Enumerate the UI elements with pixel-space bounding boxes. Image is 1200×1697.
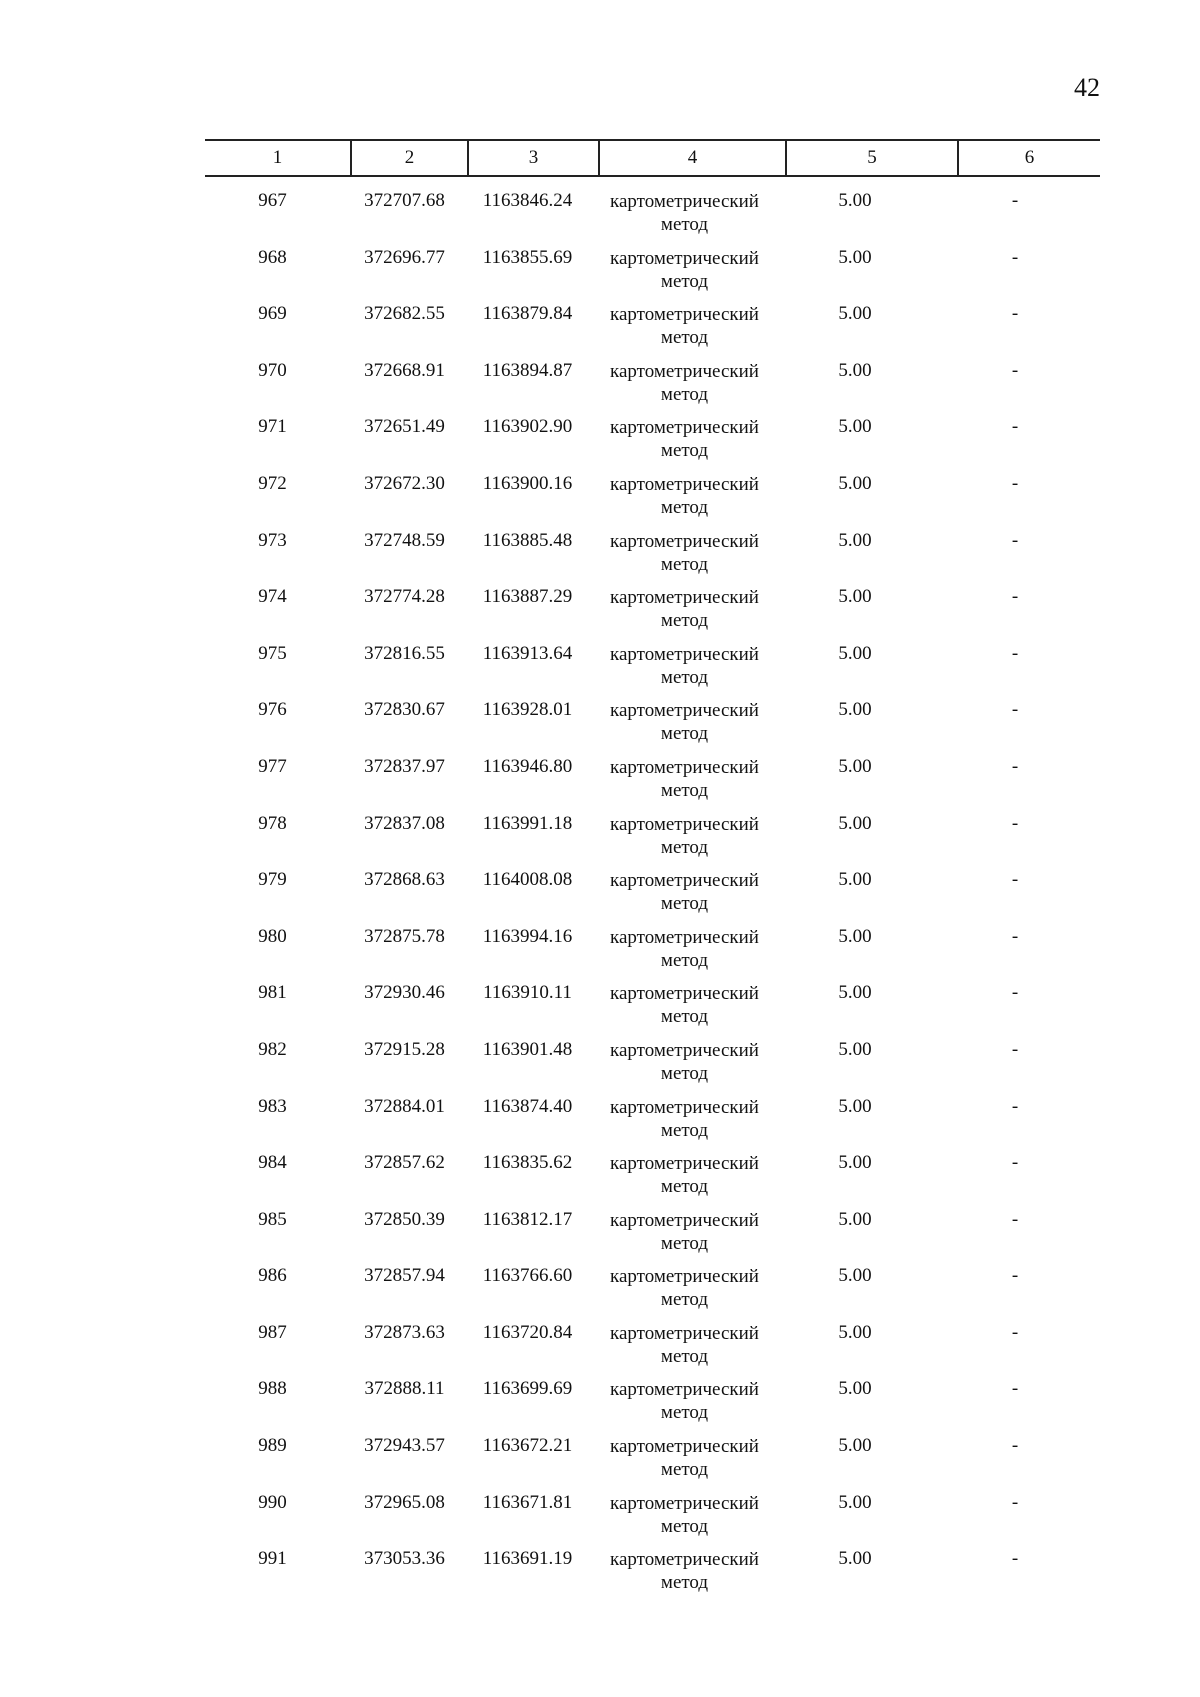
method-cell xyxy=(592,473,777,519)
y-coordinate-cell: 1163928.01 xyxy=(482,699,573,721)
note-cell: - xyxy=(1011,359,1019,381)
method-cell xyxy=(592,247,777,293)
y-coordinate-cell: 1163835.62 xyxy=(482,1152,573,1174)
method-line-2: метод xyxy=(660,440,709,462)
point-number-cell: 968 xyxy=(258,246,287,268)
y-coordinate-cell: 1163720.84 xyxy=(482,1321,573,1343)
accuracy-cell: 5.00 xyxy=(838,416,872,438)
table-row xyxy=(0,1548,1200,1605)
x-coordinate-cell: 372888.11 xyxy=(364,1378,445,1400)
table-row xyxy=(0,982,1200,1039)
method-line-2: метод xyxy=(660,496,709,518)
method-line-1: картометрический xyxy=(610,473,759,495)
point-number-cell: 982 xyxy=(258,1038,287,1060)
method-cell xyxy=(592,530,777,576)
y-coordinate-cell: 1163894.87 xyxy=(482,359,573,381)
note-cell: - xyxy=(1011,1265,1019,1287)
table-row xyxy=(0,926,1200,983)
method-cell xyxy=(592,1265,777,1311)
accuracy-cell: 5.00 xyxy=(838,1038,872,1060)
note-cell: - xyxy=(1011,246,1019,268)
method-line-2: метод xyxy=(660,949,709,971)
accuracy-cell: 5.00 xyxy=(838,755,872,777)
accuracy-cell: 5.00 xyxy=(838,812,872,834)
method-line-1: картометрический xyxy=(610,1436,759,1458)
note-cell: - xyxy=(1011,416,1019,438)
y-coordinate-cell: 1163946.80 xyxy=(482,755,573,777)
note-cell: - xyxy=(1011,472,1019,494)
y-coordinate-cell: 1163874.40 xyxy=(482,1095,573,1117)
table-row xyxy=(0,586,1200,643)
point-number-cell: 972 xyxy=(258,472,287,494)
method-cell xyxy=(592,416,777,462)
method-line-1: картометрический xyxy=(610,304,759,326)
point-number-cell: 973 xyxy=(258,529,287,551)
y-coordinate-cell: 1163901.48 xyxy=(482,1038,573,1060)
table-header xyxy=(205,139,1100,177)
y-coordinate-cell: 1163913.64 xyxy=(482,642,573,664)
method-line-1: картометрический xyxy=(610,870,759,892)
table-row xyxy=(0,1209,1200,1266)
y-coordinate-cell: 1163855.69 xyxy=(482,246,573,268)
x-coordinate-cell: 372857.62 xyxy=(364,1152,445,1174)
x-coordinate-cell: 372696.77 xyxy=(364,246,445,268)
method-line-2: метод xyxy=(660,1345,709,1367)
x-coordinate-cell: 372816.55 xyxy=(364,642,445,664)
method-cell xyxy=(592,1096,777,1142)
accuracy-cell: 5.00 xyxy=(838,190,872,211)
accuracy-cell: 5.00 xyxy=(838,586,872,608)
method-cell xyxy=(592,360,777,406)
y-coordinate-cell: 1164008.08 xyxy=(482,869,573,891)
method-line-1: картометрический xyxy=(610,360,759,382)
column-header-2: 2 xyxy=(404,147,415,168)
x-coordinate-cell: 372857.94 xyxy=(364,1265,445,1287)
method-line-2: метод xyxy=(660,214,709,235)
method-line-2: метод xyxy=(660,836,709,858)
method-line-2: метод xyxy=(660,553,709,575)
table-row xyxy=(0,869,1200,926)
method-line-1: картометрический xyxy=(610,1096,759,1118)
y-coordinate-cell: 1163879.84 xyxy=(482,303,573,325)
method-cell xyxy=(592,699,777,745)
column-header-4: 4 xyxy=(687,147,698,168)
point-number-cell: 974 xyxy=(258,586,287,608)
method-line-1: картометрический xyxy=(610,1322,759,1344)
accuracy-cell: 5.00 xyxy=(838,1435,872,1457)
point-number-cell: 985 xyxy=(258,1208,287,1230)
point-number-cell: 990 xyxy=(258,1491,287,1513)
table-row xyxy=(0,1039,1200,1096)
table-row xyxy=(0,360,1200,417)
method-line-2: метод xyxy=(660,779,709,801)
table-row xyxy=(0,190,1200,247)
accuracy-cell: 5.00 xyxy=(838,1265,872,1287)
point-number-cell: 976 xyxy=(258,699,287,721)
method-line-2: метод xyxy=(660,327,709,349)
point-number-cell: 977 xyxy=(258,755,287,777)
y-coordinate-cell: 1163672.21 xyxy=(482,1435,573,1457)
method-line-1: картометрический xyxy=(610,1379,759,1401)
method-cell xyxy=(592,1209,777,1255)
point-number-cell: 983 xyxy=(258,1095,287,1117)
accuracy-cell: 5.00 xyxy=(838,1548,872,1570)
x-coordinate-cell: 372868.63 xyxy=(364,869,445,891)
point-number-cell: 981 xyxy=(258,982,287,1004)
accuracy-cell: 5.00 xyxy=(838,359,872,381)
x-coordinate-cell: 372830.67 xyxy=(364,699,445,721)
note-cell: - xyxy=(1011,1095,1019,1117)
method-line-1: картометрический xyxy=(610,191,759,212)
accuracy-cell: 5.00 xyxy=(838,529,872,551)
method-cell xyxy=(592,813,777,859)
method-line-2: метод xyxy=(660,1006,709,1028)
accuracy-cell: 5.00 xyxy=(838,982,872,1004)
method-line-1: картометрический xyxy=(610,756,759,778)
x-coordinate-cell: 372774.28 xyxy=(364,586,445,608)
accuracy-cell: 5.00 xyxy=(838,246,872,268)
y-coordinate-cell: 1163846.24 xyxy=(482,190,573,211)
table-row xyxy=(0,1096,1200,1153)
column-header-3: 3 xyxy=(528,147,539,168)
method-line-2: метод xyxy=(660,1289,709,1311)
method-line-2: метод xyxy=(660,1232,709,1254)
method-line-1: картометрический xyxy=(610,1492,759,1514)
y-coordinate-cell: 1163887.29 xyxy=(482,586,573,608)
method-line-2: метод xyxy=(660,1402,709,1424)
point-number-cell: 989 xyxy=(258,1435,287,1457)
method-line-1: картометрический xyxy=(610,700,759,722)
column-header-5: 5 xyxy=(867,147,877,168)
x-coordinate-cell: 372884.01 xyxy=(364,1095,445,1117)
y-coordinate-cell: 1163991.18 xyxy=(482,812,573,834)
note-cell: - xyxy=(1011,1378,1019,1400)
method-line-1: картометрический xyxy=(610,417,759,439)
y-coordinate-cell: 1163699.69 xyxy=(482,1378,573,1400)
point-number-cell: 988 xyxy=(258,1378,287,1400)
note-cell: - xyxy=(1011,1321,1019,1343)
method-cell xyxy=(592,926,777,972)
method-line-1: картометрический xyxy=(610,926,759,948)
accuracy-cell: 5.00 xyxy=(838,1378,872,1400)
method-line-1: картометрический xyxy=(610,1266,759,1288)
point-number-cell: 971 xyxy=(258,416,287,438)
method-line-1: картометрический xyxy=(610,983,759,1005)
point-number-cell: 979 xyxy=(258,869,287,891)
method-line-2: метод xyxy=(660,1176,709,1198)
accuracy-cell: 5.00 xyxy=(838,1208,872,1230)
table-body xyxy=(0,190,1200,1605)
method-cell xyxy=(592,586,777,632)
method-cell xyxy=(592,190,777,236)
method-line-2: метод xyxy=(660,1062,709,1084)
method-cell xyxy=(592,1322,777,1368)
accuracy-cell: 5.00 xyxy=(838,1321,872,1343)
table-row xyxy=(0,813,1200,870)
method-cell xyxy=(592,1152,777,1198)
point-number-cell: 984 xyxy=(258,1152,287,1174)
method-cell xyxy=(592,643,777,689)
method-line-1: картометрический xyxy=(610,247,759,269)
note-cell: - xyxy=(1011,1208,1019,1230)
note-cell: - xyxy=(1011,1435,1019,1457)
method-cell xyxy=(592,869,777,915)
point-number-cell: 987 xyxy=(258,1321,287,1343)
point-number-cell: 991 xyxy=(258,1548,287,1570)
x-coordinate-cell: 372930.46 xyxy=(364,982,445,1004)
x-coordinate-cell: 373053.36 xyxy=(364,1548,445,1570)
method-line-1: картометрический xyxy=(610,530,759,552)
method-line-1: картометрический xyxy=(610,1549,759,1571)
page-number: 42 xyxy=(1074,73,1100,102)
method-line-2: метод xyxy=(660,610,709,632)
table-row xyxy=(0,756,1200,813)
table-row xyxy=(0,247,1200,304)
x-coordinate-cell: 372748.59 xyxy=(364,529,445,551)
method-cell xyxy=(592,1039,777,1085)
note-cell: - xyxy=(1011,529,1019,551)
method-line-2: метод xyxy=(660,383,709,405)
accuracy-cell: 5.00 xyxy=(838,1491,872,1513)
accuracy-cell: 5.00 xyxy=(838,699,872,721)
y-coordinate-cell: 1163885.48 xyxy=(482,529,573,551)
point-number-cell: 986 xyxy=(258,1265,287,1287)
note-cell: - xyxy=(1011,812,1019,834)
note-cell: - xyxy=(1011,1491,1019,1513)
method-line-2: метод xyxy=(660,1515,709,1537)
x-coordinate-cell: 372668.91 xyxy=(364,359,445,381)
note-cell: - xyxy=(1011,1152,1019,1174)
method-line-1: картометрический xyxy=(610,1209,759,1231)
x-coordinate-cell: 372965.08 xyxy=(364,1491,445,1513)
accuracy-cell: 5.00 xyxy=(838,642,872,664)
y-coordinate-cell: 1163902.90 xyxy=(482,416,573,438)
method-line-1: картометрический xyxy=(610,1039,759,1061)
y-coordinate-cell: 1163671.81 xyxy=(482,1491,573,1513)
table-row xyxy=(0,416,1200,473)
table-row xyxy=(0,1322,1200,1379)
note-cell: - xyxy=(1011,642,1019,664)
method-line-1: картометрический xyxy=(610,643,759,665)
y-coordinate-cell: 1163910.11 xyxy=(483,982,572,1004)
point-number-cell: 975 xyxy=(258,642,287,664)
x-coordinate-cell: 372875.78 xyxy=(364,925,445,947)
note-cell: - xyxy=(1011,869,1019,891)
method-cell xyxy=(592,1492,777,1538)
method-cell xyxy=(592,1378,777,1424)
table-row xyxy=(0,530,1200,587)
method-line-2: метод xyxy=(660,1459,709,1481)
x-coordinate-cell: 372850.39 xyxy=(364,1208,445,1230)
x-coordinate-cell: 372915.28 xyxy=(364,1038,445,1060)
note-cell: - xyxy=(1011,1548,1019,1570)
table-row xyxy=(0,473,1200,530)
method-line-2: метод xyxy=(660,1572,709,1594)
method-line-1: картометрический xyxy=(610,587,759,609)
x-coordinate-cell: 372651.49 xyxy=(364,416,445,438)
accuracy-cell: 5.00 xyxy=(838,869,872,891)
accuracy-cell: 5.00 xyxy=(838,303,872,325)
table-row xyxy=(0,1152,1200,1209)
table-row xyxy=(0,1492,1200,1549)
method-cell xyxy=(592,1548,777,1594)
accuracy-cell: 5.00 xyxy=(838,1152,872,1174)
x-coordinate-cell: 372672.30 xyxy=(364,472,445,494)
table-row xyxy=(0,699,1200,756)
method-line-2: метод xyxy=(660,1119,709,1141)
note-cell: - xyxy=(1011,755,1019,777)
table-row xyxy=(0,643,1200,700)
method-line-1: картометрический xyxy=(610,813,759,835)
point-number-cell: 970 xyxy=(258,359,287,381)
note-cell: - xyxy=(1011,190,1019,211)
column-header-6: 6 xyxy=(1024,147,1035,168)
note-cell: - xyxy=(1011,586,1019,608)
note-cell: - xyxy=(1011,303,1019,325)
y-coordinate-cell: 1163812.17 xyxy=(482,1208,573,1230)
method-cell xyxy=(592,982,777,1028)
x-coordinate-cell: 372682.55 xyxy=(364,303,445,325)
y-coordinate-cell: 1163994.16 xyxy=(482,925,573,947)
accuracy-cell: 5.00 xyxy=(838,472,872,494)
method-line-2: метод xyxy=(660,666,709,688)
method-line-1: картометрический xyxy=(610,1153,759,1175)
x-coordinate-cell: 372837.97 xyxy=(364,755,445,777)
note-cell: - xyxy=(1011,1038,1019,1060)
method-cell xyxy=(592,1435,777,1481)
point-number-cell: 978 xyxy=(258,812,287,834)
x-coordinate-cell: 372943.57 xyxy=(364,1435,445,1457)
column-header-1: 1 xyxy=(272,147,283,168)
method-line-2: метод xyxy=(660,723,709,745)
note-cell: - xyxy=(1011,982,1019,1004)
accuracy-cell: 5.00 xyxy=(838,925,872,947)
x-coordinate-cell: 372873.63 xyxy=(364,1321,445,1343)
x-coordinate-cell: 372707.68 xyxy=(364,190,445,211)
table-row xyxy=(0,1435,1200,1492)
point-number-cell: 980 xyxy=(258,925,287,947)
method-cell xyxy=(592,756,777,802)
accuracy-cell: 5.00 xyxy=(838,1095,872,1117)
method-cell xyxy=(592,303,777,349)
method-line-2: метод xyxy=(660,893,709,915)
table-row xyxy=(0,1265,1200,1322)
y-coordinate-cell: 1163691.19 xyxy=(482,1548,573,1570)
note-cell: - xyxy=(1011,699,1019,721)
y-coordinate-cell: 1163900.16 xyxy=(482,472,573,494)
point-number-cell: 969 xyxy=(258,303,287,325)
table-row xyxy=(0,1378,1200,1435)
point-number-cell: 967 xyxy=(258,190,287,211)
method-line-2: метод xyxy=(660,270,709,292)
y-coordinate-cell: 1163766.60 xyxy=(482,1265,573,1287)
x-coordinate-cell: 372837.08 xyxy=(364,812,445,834)
note-cell: - xyxy=(1011,925,1019,947)
table-row xyxy=(0,303,1200,360)
